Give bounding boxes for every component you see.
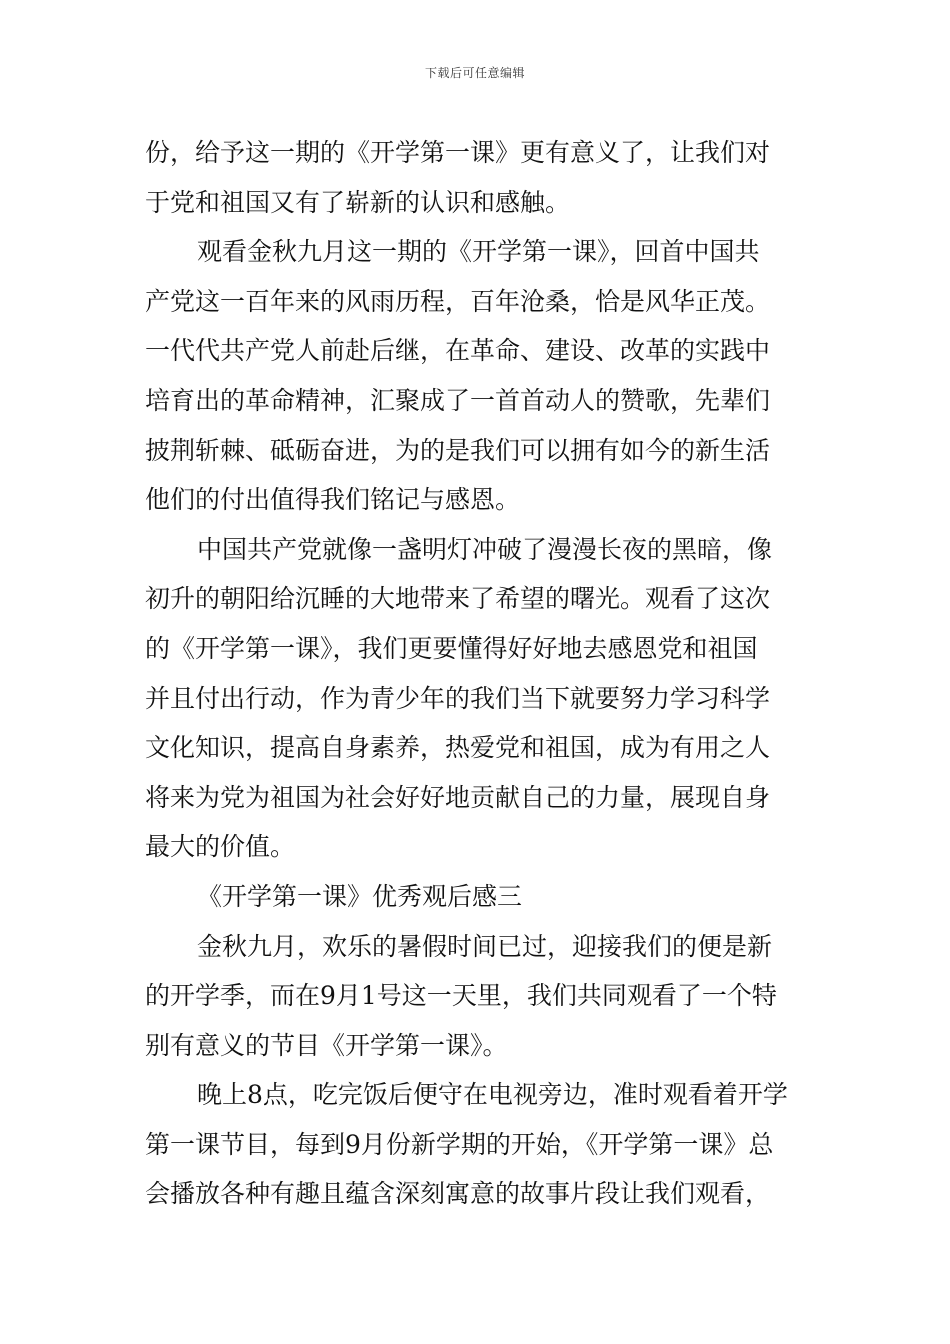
text-line: 将来为党为祖国为社会好好地贡献自己的力量，展现自身 [145, 782, 771, 812]
text-line: 初升的朝阳给沉睡的大地带来了希望的曙光。观看了这次 [145, 584, 771, 614]
text-line: 于党和祖国又有了崭新的认识和感触。 [145, 187, 571, 217]
text-line: 的《开学第一课》，我们更要懂得好好地去感恩党和祖国 [145, 633, 758, 663]
text-line: 最大的价值。 [145, 832, 296, 862]
text-line: 第一课节目，每到9月份新学期的开始，《开学第一课》总 [145, 1129, 774, 1159]
text-line: 金秋九月，欢乐的暑假时间已过，迎接我们的便是新 [197, 931, 773, 961]
document-body [145, 128, 807, 1219]
text-line: 披荆斩棘、砥砺奋进，为的是我们可以拥有如今的新生活 [145, 435, 771, 465]
text-line: 别有意义的节目《开学第一课》。 [145, 1030, 508, 1060]
text-line: 中国共产党就像一盏明灯冲破了漫漫长夜的黑暗，像 [197, 534, 773, 564]
text-line: 一代代共产党人前赴后继，在革命、建设、改革的实践中 [145, 336, 771, 366]
text-line: 份，给予这一期的《开学第一课》更有意义了，让我们对 [145, 138, 771, 167]
text-line: 并且付出行动，作为青少年的我们当下就要努力学习科学 [145, 683, 771, 713]
text-line: 会播放各种有趣且蕴含深刻寓意的故事片段让我们观看， [145, 1179, 771, 1209]
text-line: 晚上8点，吃完饭后便守在电视旁边，准时观看着开学 [197, 1080, 788, 1110]
text-line: 产党这一百年来的风雨历程，百年沧桑，恰是风华正茂。 [145, 286, 771, 316]
section-heading: 《开学第一课》优秀观后感三 [197, 881, 523, 911]
text-line: 培育出的革命精神，汇聚成了一首首动人的赞歌，先辈们 [145, 385, 771, 415]
text-line: 观看金秋九月这一期的《开学第一课》，回首中国共 [197, 237, 760, 267]
text-line: 他们的付出值得我们铭记与感恩。 [145, 485, 521, 515]
page-header: 下载后可任意编辑 [424, 66, 525, 80]
text-line: 文化知识，提高自身素养，热爱党和祖国，成为有用之人 [145, 733, 771, 763]
text-line: 的开学季，而在9月1号这一天里，我们共同观看了一个特 [145, 981, 777, 1011]
